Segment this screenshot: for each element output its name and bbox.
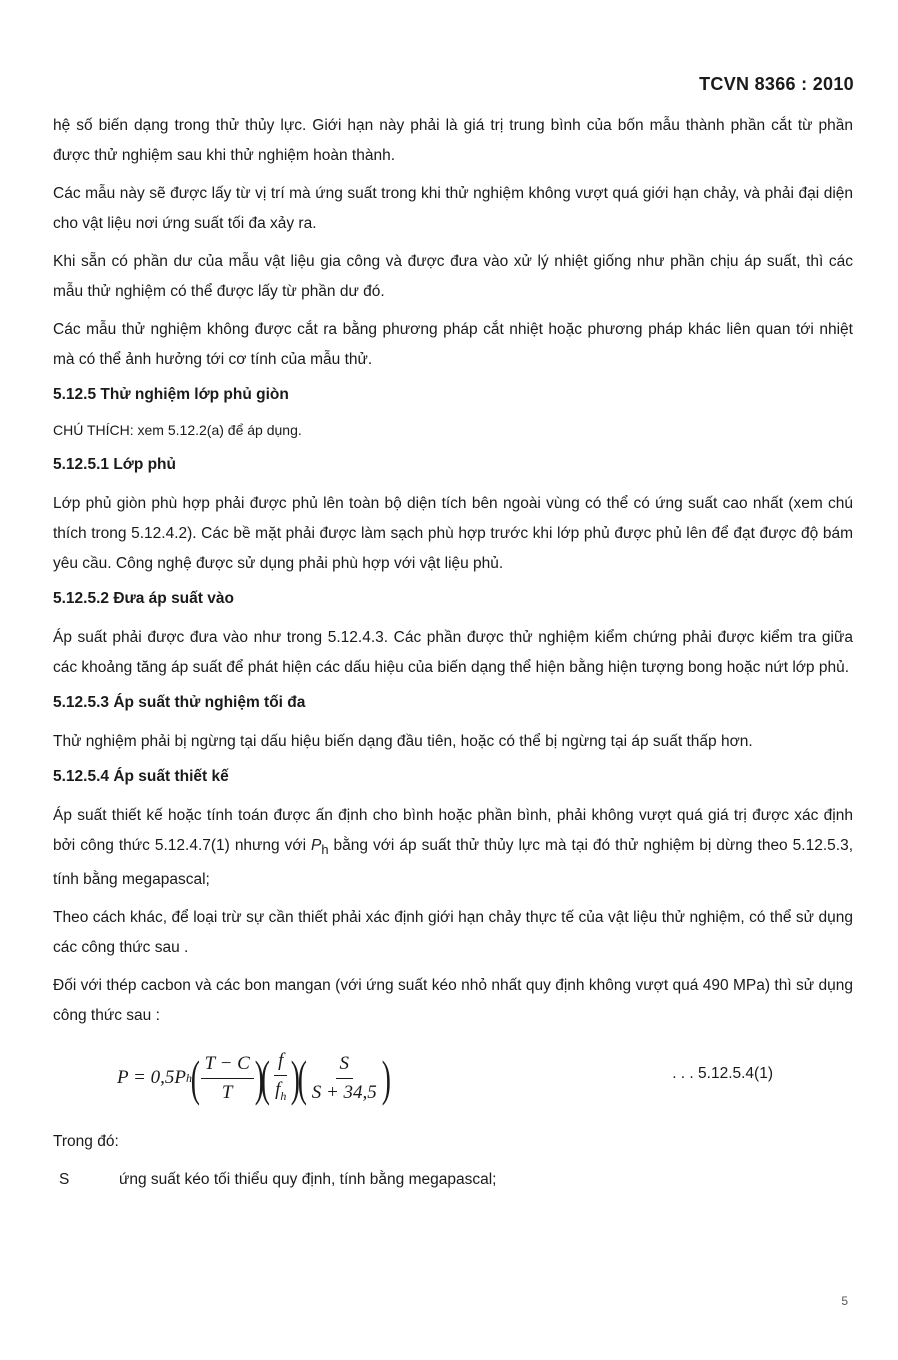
section-heading: 5.12.5 Thử nghiệm lớp phủ giòn [53, 386, 289, 403]
symbol: P [311, 837, 322, 854]
open-paren: ( [261, 1050, 271, 1107]
paragraph: Đối với thép cacbon và các bon mangan (với ứng suất kéo nhỏ nhất quy định không vượt quá 490 MPa) thì sử dụng công thức sau : [53, 977, 853, 1025]
fraction-numerator: S [336, 1052, 354, 1079]
standard-code: TCVN 8366 : 2010 [699, 74, 854, 94]
close-paren: ) [291, 1050, 301, 1107]
definition-symbol: S [59, 1171, 70, 1189]
fraction-denominator: T [221, 1081, 233, 1103]
section-heading: 5.12.5.1 Lớp phủ [53, 456, 176, 473]
paragraph: Các mẫu này sẽ được lấy từ vị trí mà ứng suất trong khi thử nghiệm không vượt quá giới hạn chảy, và phải đại diện cho vật liệu nơi ứng suất tối đa xảy ra. [53, 185, 853, 232]
fraction-2 [271, 1049, 290, 1108]
fraction-denominator: S + 34,5 [311, 1081, 377, 1103]
close-paren: ) [381, 1050, 391, 1107]
formula [117, 1043, 389, 1113]
paragraph: Theo cách khác, để loại trừ sự cần thiết phải xác định giới hạn chảy thực tế của vật liệu thử nghiệm, có thể sử dụng các công thức sau . [53, 909, 853, 957]
paragraph-text: Áp suất thiết kế hoặc tính toán được ấn định cho bình hoặc phần bình, phải không vượt quá giá trị được xác định bởi công thức 5.12.4.7(1) nhưng với [53, 807, 853, 854]
note: CHÚ THÍCH: xem 5.12.2(a) để áp dụng. [53, 422, 302, 438]
section-heading: 5.12.5.2 Đưa áp suất vào [53, 590, 234, 607]
document-body [53, 111, 853, 1193]
page-number: 5 [841, 1294, 848, 1308]
formula-reference: . . . 5.12.5.4(1) [672, 1065, 773, 1083]
formula-lhs-subscript: h [185, 1070, 192, 1085]
close-paren: ) [254, 1050, 264, 1107]
fraction-denominator-symbol: f [275, 1078, 281, 1100]
paragraph-text: bằng với áp suất thử thủy lực mà tại đó thử nghiệm bị dừng theo 5.12.5.3, tính bằng megapascal; [53, 837, 853, 889]
symbol-subscript: h [321, 842, 329, 858]
open-paren: ( [190, 1050, 200, 1107]
paragraph: Lớp phủ giòn phù hợp phải được phủ lên toàn bộ diện tích bên ngoài vùng có thể có ứng suất cao nhất (xem chú thích trong 5.12.4.2). Các bề mặt phải được làm sạch phù hợp trước khi lớp phủ được phủ lên để đạt được độ bám yêu cầu. Công nghệ được sử dụng phải phù hợp với vật liệu phủ. [53, 495, 853, 572]
fraction-denominator-subscript: h [280, 1088, 287, 1103]
section-heading: 5.12.5.4 Áp suất thiết kế [53, 768, 229, 785]
paragraph: Thử nghiệm phải bị ngừng tại dấu hiệu biến dạng đầu tiên, hoặc có thể bị ngừng tại áp suất thấp hơn. [53, 733, 753, 750]
where-label: Trong đó: [53, 1133, 119, 1151]
definition-text: ứng suất kéo tối thiểu quy định, tính bằng megapascal; [119, 1171, 497, 1189]
open-paren: ( [297, 1050, 307, 1107]
paragraph [53, 801, 853, 895]
formula-lhs: P = 0,5P [117, 1067, 186, 1089]
fraction-denominator [271, 1076, 290, 1108]
paragraph: Áp suất phải được đưa vào như trong 5.12.4.3. Các phần được thử nghiệm kiểm chứng phải được kiểm tra giữa các khoảng tăng áp suất để phát hiện các dấu hiệu của biến dạng thể hiện bằng hiện tượng bong hoặc nứt lớp phủ. [53, 629, 853, 676]
section-heading: 5.12.5.3 Áp suất thử nghiệm tối đa [53, 694, 306, 711]
fraction-numerator: f [274, 1049, 287, 1076]
fraction-3 [308, 1052, 381, 1105]
fraction-numerator: T − C [201, 1052, 254, 1079]
paragraph: Các mẫu thử nghiệm không được cắt ra bằng phương pháp cắt nhiệt hoặc phương pháp khác liên quan tới nhiệt mà có thể ảnh hưởng tới cơ tính của mẫu thử. [53, 321, 853, 368]
fraction-1 [201, 1052, 254, 1105]
definition-row [53, 1167, 853, 1193]
paragraph: hệ số biến dạng trong thử thủy lực. Giới hạn này phải là giá trị trung bình của bốn mẫu thành phần cắt từ phần được thử nghiệm sau khi thử nghiệm hoàn thành. [53, 117, 853, 164]
paragraph: Khi sẵn có phần dư của mẫu vật liệu gia công và được đưa vào xử lý nhiệt giống như phần chịu áp suất, thì các mẫu thử nghiệm có thể được lấy từ phần dư đó. [53, 253, 853, 300]
formula-row [53, 1043, 853, 1121]
